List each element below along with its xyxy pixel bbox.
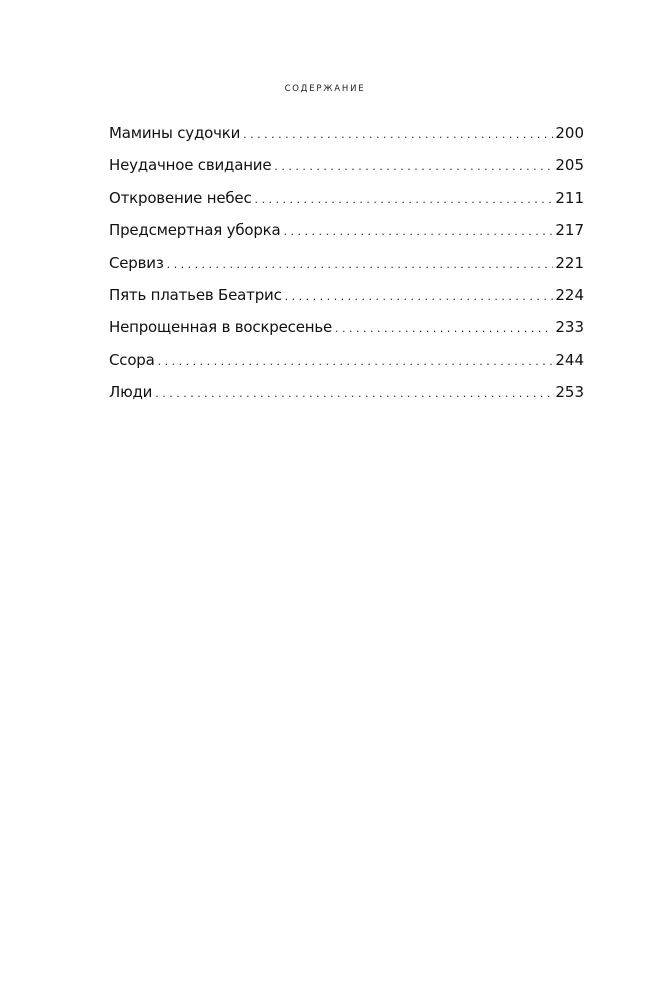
toc-entry: [109, 282, 584, 314]
table-of-contents: [109, 120, 584, 412]
toc-leader-dots: [155, 381, 553, 407]
toc-entry-page: 211: [555, 188, 584, 207]
toc-leader-dots: [274, 154, 553, 180]
toc-entry-page: 253: [555, 383, 584, 402]
toc-entry-title: Мамины судочки: [109, 124, 241, 142]
toc-entry-title: Пять платьев Беатрис: [109, 285, 282, 304]
toc-entry-page: 224: [555, 285, 584, 304]
toc-entry-title: Ссора: [109, 350, 155, 369]
toc-leader-dots: [243, 122, 553, 148]
toc-entry-page: 217: [555, 221, 584, 240]
toc-entry-title: Сервиз: [109, 253, 164, 272]
toc-entry: [109, 250, 584, 282]
toc-leader-dots: [255, 187, 554, 213]
toc-entry-page: 233: [555, 318, 584, 337]
toc-entry: [109, 120, 584, 152]
toc-entry-page: 200: [555, 124, 584, 142]
toc-entry: [109, 217, 584, 249]
toc-leader-dots: [167, 252, 554, 278]
contents-heading: СОДЕРЖАНИЕ: [284, 84, 366, 94]
toc-entry: [109, 185, 584, 217]
toc-entry-title: Неудачное свидание: [109, 156, 272, 175]
toc-entry: [109, 314, 584, 346]
toc-leader-dots: [285, 284, 554, 310]
toc-entry-page: 221: [555, 253, 584, 272]
toc-entry: [109, 347, 584, 379]
toc-entry-page: 244: [555, 350, 584, 369]
toc-entry: [109, 379, 584, 411]
toc-entry-page: 205: [555, 156, 584, 175]
toc-leader-dots: [158, 349, 554, 375]
toc-leader-dots: [284, 219, 554, 245]
toc-entry-title: Откровение небес: [109, 188, 252, 207]
toc-entry-title: Непрощенная в воскресенье: [109, 318, 333, 337]
toc-entry-title: Предсмертная уборка: [109, 221, 281, 240]
toc-leader-dots: [335, 316, 553, 342]
toc-entry: [109, 152, 584, 184]
toc-entry-title: Люди: [109, 383, 153, 402]
